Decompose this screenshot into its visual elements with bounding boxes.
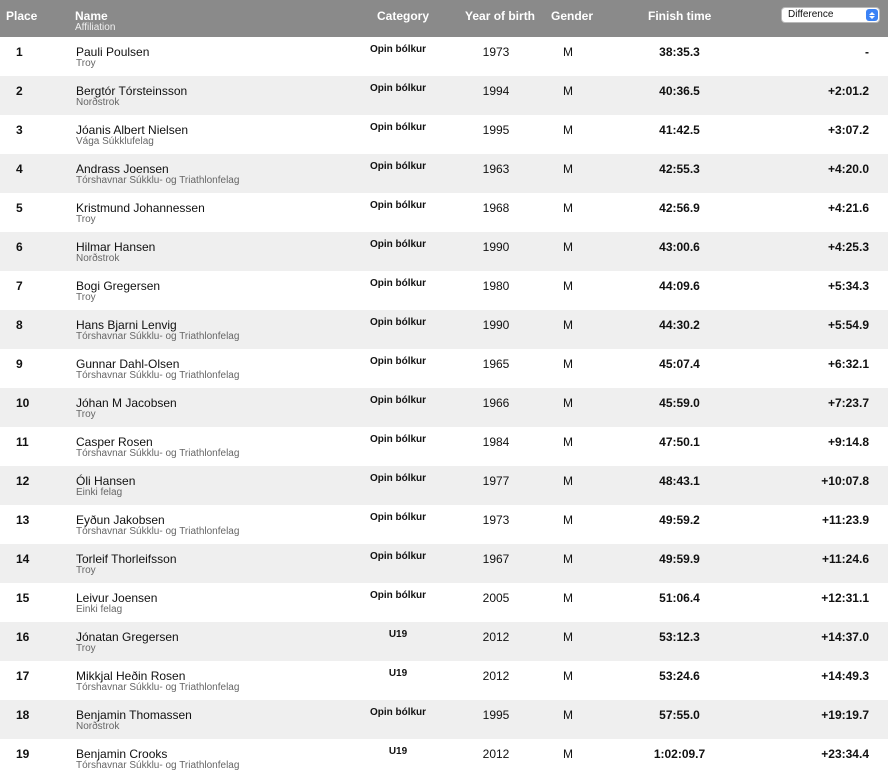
table-row[interactable] <box>0 661 888 700</box>
runner-category: Opin bólkur <box>369 473 427 484</box>
runner-name[interactable]: Jóhan M Jacobsen <box>76 396 177 410</box>
header-year-of-birth[interactable]: Year of birth <box>465 9 536 23</box>
runner-affiliation: Tórshavnar Súkklu- og Triathlonfelag <box>76 760 240 771</box>
finish-time: 42:55.3 <box>659 162 700 176</box>
table-row[interactable] <box>0 466 888 505</box>
time-difference: +9:14.8 <box>827 435 869 449</box>
runner-affiliation: Troy <box>76 292 96 303</box>
runner-affiliation: Troy <box>76 214 96 225</box>
chevron-updown-icon <box>866 9 878 21</box>
finish-time: 49:59.9 <box>659 552 700 566</box>
runner-affiliation: Vága Súkklufelag <box>76 136 154 147</box>
result-place: 18 <box>16 708 30 722</box>
time-difference: +12:31.1 <box>821 591 869 605</box>
result-place: 15 <box>16 591 30 605</box>
runner-name[interactable]: Pauli Poulsen <box>76 45 150 59</box>
runner-year-of-birth: 1977 <box>482 474 510 488</box>
table-row[interactable] <box>0 622 888 661</box>
runner-category: Opin bólkur <box>369 551 427 562</box>
runner-gender: M <box>563 240 573 254</box>
result-place: 17 <box>16 669 30 683</box>
header-place[interactable]: Place <box>6 9 38 23</box>
runner-affiliation: Troy <box>76 58 96 69</box>
runner-name[interactable]: Bogi Gregersen <box>76 279 161 293</box>
runner-name[interactable]: Mikkjal Heðin Rosen <box>76 669 186 683</box>
time-difference: +7:23.7 <box>827 396 869 410</box>
runner-year-of-birth: 2012 <box>482 630 510 644</box>
result-place: 13 <box>16 513 30 527</box>
runner-category: Opin bólkur <box>369 122 427 133</box>
time-difference: +2:01.2 <box>827 84 869 98</box>
runner-name[interactable]: Jóanis Albert Nielsen <box>76 123 189 137</box>
runner-gender: M <box>563 357 573 371</box>
runner-name[interactable]: Eyðun Jakobsen <box>76 513 165 527</box>
runner-category: Opin bólkur <box>369 590 427 601</box>
time-difference: +14:49.3 <box>821 669 869 683</box>
result-place: 6 <box>16 240 23 254</box>
runner-category: Opin bólkur <box>369 512 427 523</box>
result-place: 11 <box>16 435 29 449</box>
runner-category: Opin bólkur <box>369 239 427 250</box>
runner-name[interactable]: Benjamin Crooks <box>76 747 168 761</box>
result-place: 1 <box>16 45 23 59</box>
runner-gender: M <box>563 396 573 410</box>
result-place: 3 <box>16 123 23 137</box>
runner-year-of-birth: 1984 <box>482 435 510 449</box>
runner-category: Opin bólkur <box>369 317 427 328</box>
time-difference: +14:37.0 <box>821 630 869 644</box>
table-row[interactable] <box>0 271 888 310</box>
time-difference: +4:21.6 <box>827 201 869 215</box>
runner-gender: M <box>563 552 573 566</box>
runner-category: U19 <box>388 629 408 640</box>
runner-name[interactable]: Hans Bjarni Lenvig <box>76 318 177 332</box>
time-difference: +19:19.7 <box>821 708 869 722</box>
finish-time: 51:06.4 <box>659 591 700 605</box>
runner-name[interactable]: Óli Hansen <box>76 474 136 488</box>
finish-time: 48:43.1 <box>659 474 700 488</box>
runner-affiliation: Norðstrok <box>76 97 120 108</box>
header-name[interactable]: Name <box>75 9 108 23</box>
runner-gender: M <box>563 474 573 488</box>
runner-category: Opin bólkur <box>369 200 427 211</box>
runner-category: Opin bólkur <box>369 83 427 94</box>
runner-category: U19 <box>388 668 408 679</box>
table-row[interactable] <box>0 544 888 583</box>
table-row[interactable] <box>0 310 888 349</box>
result-place: 19 <box>16 747 30 761</box>
runner-year-of-birth: 1994 <box>482 84 510 98</box>
runner-year-of-birth: 1966 <box>482 396 510 410</box>
table-row[interactable] <box>0 76 888 115</box>
header-finish-time[interactable]: Finish time <box>648 9 712 23</box>
runner-name[interactable]: Hilmar Hansen <box>76 240 156 254</box>
result-place: 5 <box>16 201 23 215</box>
runner-affiliation: Norðstrok <box>76 721 120 732</box>
runner-affiliation: Norðstrok <box>76 253 120 264</box>
table-row[interactable] <box>0 700 888 739</box>
table-row[interactable] <box>0 739 888 778</box>
runner-affiliation: Troy <box>76 409 96 420</box>
runner-year-of-birth: 1995 <box>482 123 510 137</box>
table-row[interactable] <box>0 115 888 154</box>
runner-name[interactable]: Gunnar Dahl-Olsen <box>76 357 180 371</box>
runner-name[interactable]: Kristmund Johannessen <box>76 201 205 215</box>
runner-gender: M <box>563 708 573 722</box>
finish-time: 45:07.4 <box>659 357 700 371</box>
runner-gender: M <box>563 591 573 605</box>
runner-year-of-birth: 2012 <box>482 747 510 761</box>
runner-category: U19 <box>388 746 408 757</box>
time-difference: +23:34.4 <box>821 747 869 761</box>
runner-category: Opin bólkur <box>369 161 427 172</box>
runner-year-of-birth: 1967 <box>482 552 510 566</box>
runner-affiliation: Einki felag <box>76 604 123 615</box>
runner-name[interactable]: Bergtór Tórsteinsson <box>76 84 188 98</box>
finish-time: 42:56.9 <box>659 201 700 215</box>
result-place: 4 <box>16 162 23 176</box>
runner-affiliation: Tórshavnar Súkklu- og Triathlonfelag <box>76 331 240 342</box>
header-affiliation: Affiliation <box>75 22 116 33</box>
runner-name[interactable]: Benjamin Thomassen <box>76 708 192 722</box>
runner-category: Opin bólkur <box>369 278 427 289</box>
time-difference: - <box>865 45 869 59</box>
runner-gender: M <box>563 435 573 449</box>
runner-affiliation: Einki felag <box>76 487 123 498</box>
runner-category: Opin bólkur <box>369 44 427 55</box>
table-row[interactable] <box>0 427 888 466</box>
runner-gender: M <box>563 84 573 98</box>
difference-select[interactable] <box>781 7 880 23</box>
result-place: 16 <box>16 630 30 644</box>
header-gender[interactable]: Gender <box>551 9 594 23</box>
finish-time: 40:36.5 <box>659 84 700 98</box>
result-place: 7 <box>16 279 23 293</box>
result-place: 2 <box>16 84 23 98</box>
finish-time: 1:02:09.7 <box>653 747 706 761</box>
runner-year-of-birth: 1980 <box>482 279 510 293</box>
runner-affiliation: Tórshavnar Súkklu- og Triathlonfelag <box>76 682 240 693</box>
runner-gender: M <box>563 201 573 215</box>
table-row[interactable] <box>0 505 888 544</box>
time-difference: +4:20.0 <box>827 162 869 176</box>
runner-category: Opin bólkur <box>369 395 427 406</box>
runner-category: Opin bólkur <box>369 707 427 718</box>
runner-gender: M <box>563 747 573 761</box>
finish-time: 44:30.2 <box>659 318 700 332</box>
table-row[interactable] <box>0 37 888 76</box>
finish-time: 45:59.0 <box>659 396 700 410</box>
difference-select-value: Difference <box>788 9 834 20</box>
runner-gender: M <box>563 162 573 176</box>
runner-affiliation: Tórshavnar Súkklu- og Triathlonfelag <box>76 175 240 186</box>
finish-time: 43:00.6 <box>659 240 700 254</box>
runner-gender: M <box>563 45 573 59</box>
result-place: 10 <box>16 396 30 410</box>
runner-affiliation: Tórshavnar Súkklu- og Triathlonfelag <box>76 448 240 459</box>
runner-affiliation: Tórshavnar Súkklu- og Triathlonfelag <box>76 370 240 381</box>
runner-name[interactable]: Torleif Thorleifsson <box>76 552 177 566</box>
time-difference: +5:34.3 <box>827 279 869 293</box>
runner-name[interactable]: Andrass Joensen <box>76 162 169 176</box>
runner-gender: M <box>563 123 573 137</box>
finish-time: 41:42.5 <box>659 123 700 137</box>
runner-name[interactable]: Casper Rosen <box>76 435 153 449</box>
runner-affiliation: Troy <box>76 643 96 654</box>
time-difference: +10:07.8 <box>821 474 869 488</box>
runner-gender: M <box>563 513 573 527</box>
finish-time: 38:35.3 <box>659 45 700 59</box>
runner-year-of-birth: 1973 <box>482 45 510 59</box>
runner-year-of-birth: 1995 <box>482 708 510 722</box>
runner-year-of-birth: 2005 <box>482 591 510 605</box>
result-place: 9 <box>16 357 23 371</box>
runner-affiliation: Tórshavnar Súkklu- og Triathlonfelag <box>76 526 240 537</box>
runner-year-of-birth: 1963 <box>482 162 510 176</box>
runner-gender: M <box>563 318 573 332</box>
finish-time: 53:24.6 <box>659 669 700 683</box>
table-row[interactable] <box>0 154 888 193</box>
time-difference: +11:23.9 <box>821 513 869 527</box>
table-row[interactable] <box>0 232 888 271</box>
runner-name[interactable]: Jónatan Gregersen <box>76 630 179 644</box>
time-difference: +3:07.2 <box>827 123 869 137</box>
runner-year-of-birth: 1990 <box>482 240 510 254</box>
time-difference: +5:54.9 <box>827 318 869 332</box>
runner-year-of-birth: 1965 <box>482 357 510 371</box>
runner-year-of-birth: 2012 <box>482 669 510 683</box>
runner-category: Opin bólkur <box>369 356 427 367</box>
finish-time: 44:09.6 <box>659 279 700 293</box>
table-row[interactable] <box>0 388 888 427</box>
result-place: 12 <box>16 474 30 488</box>
finish-time: 57:55.0 <box>659 708 700 722</box>
time-difference: +11:24.6 <box>821 552 869 566</box>
runner-gender: M <box>563 279 573 293</box>
runner-name[interactable]: Leivur Joensen <box>76 591 158 605</box>
runner-gender: M <box>563 630 573 644</box>
result-place: 8 <box>16 318 23 332</box>
table-row[interactable] <box>0 583 888 622</box>
finish-time: 53:12.3 <box>659 630 700 644</box>
runner-year-of-birth: 1968 <box>482 201 510 215</box>
runner-year-of-birth: 1990 <box>482 318 510 332</box>
finish-time: 47:50.1 <box>659 435 700 449</box>
header-category[interactable]: Category <box>377 9 430 23</box>
table-body <box>0 37 888 778</box>
runner-gender: M <box>563 669 573 683</box>
result-place: 14 <box>16 552 30 566</box>
finish-time: 49:59.2 <box>659 513 700 527</box>
table-header <box>0 0 888 37</box>
runner-category: Opin bólkur <box>369 434 427 445</box>
table-row[interactable] <box>0 349 888 388</box>
runner-year-of-birth: 1973 <box>482 513 510 527</box>
time-difference: +6:32.1 <box>827 357 869 371</box>
time-difference: +4:25.3 <box>827 240 869 254</box>
runner-affiliation: Troy <box>76 565 96 576</box>
table-row[interactable] <box>0 193 888 232</box>
